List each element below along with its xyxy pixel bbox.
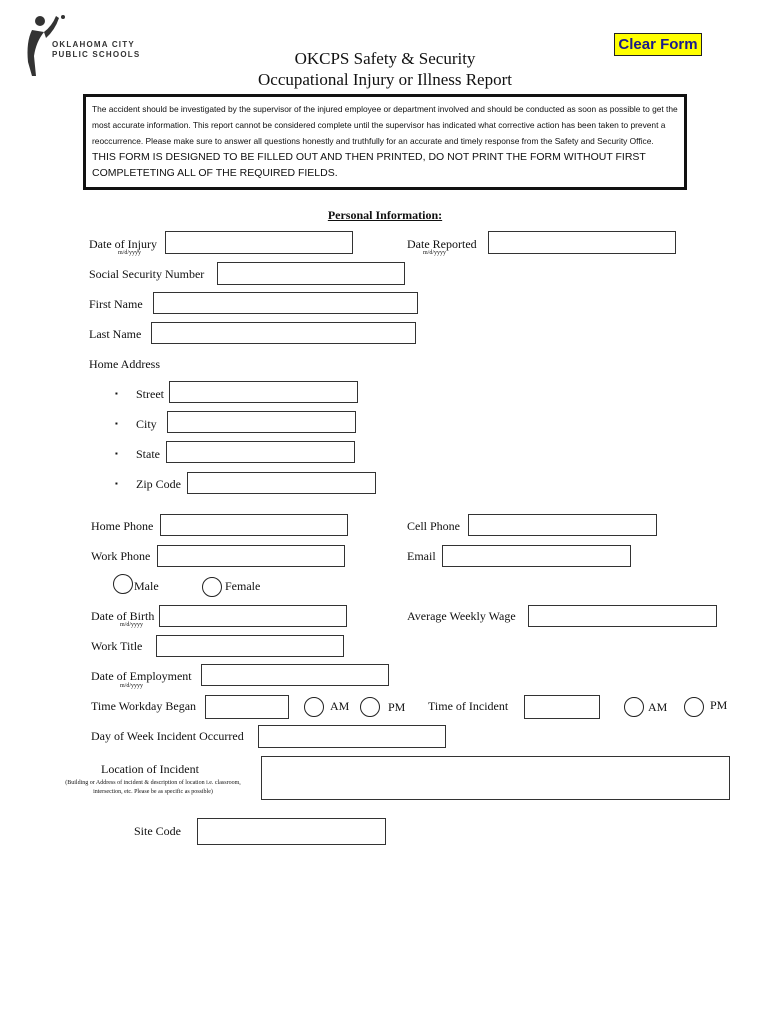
cell-phone-label: Cell Phone — [407, 519, 460, 533]
time-workday-label: Time Workday Began — [91, 699, 197, 713]
state-label: State — [136, 447, 160, 461]
incident-pm-label: PM — [710, 698, 728, 712]
ssn-field[interactable] — [217, 262, 405, 285]
bullet: ▪ — [115, 419, 118, 428]
work-phone-label: Work Phone — [91, 549, 151, 563]
date-reported-hint: m/d/yyyy — [423, 250, 447, 256]
work-title-field[interactable] — [156, 635, 344, 657]
personal-info-heading: Personal Information: — [327, 208, 443, 222]
date-of-injury-hint: m/d/yyyy — [118, 250, 142, 256]
city-field[interactable] — [167, 411, 356, 433]
time-incident-label: Time of Incident — [428, 699, 509, 713]
site-code-field[interactable] — [197, 818, 386, 845]
street-field[interactable] — [169, 381, 358, 403]
dob-label: Date of Birth — [91, 609, 155, 623]
ssn-label: Social Security Number — [89, 267, 205, 281]
zip-label: Zip Code — [136, 477, 181, 491]
female-radio[interactable] — [202, 577, 222, 597]
time-incident-field[interactable] — [524, 695, 600, 719]
day-of-week-field[interactable] — [258, 725, 446, 748]
instructions-caps: THIS FORM IS DESIGNED TO BE FILLED OUT AND THEN PRINTED, DO NOT PRINT THE FORM WITHOUT FIRST COMPLETETING ALL OF THE REQUIRED FIELDS. — [92, 151, 646, 179]
site-code-label: Site Code — [134, 824, 181, 838]
workday-pm-radio[interactable] — [360, 697, 380, 717]
logo-line-2: PUBLIC SCHOOLS — [52, 50, 141, 59]
date-employment-field[interactable] — [201, 664, 389, 686]
incident-am-label: AM — [648, 700, 668, 714]
date-of-injury-field[interactable] — [165, 231, 353, 254]
page-title: OKCPS Safety & Security — [294, 49, 476, 68]
date-employment-hint: m/d/yyyy — [120, 683, 144, 689]
incident-am-radio[interactable] — [624, 697, 644, 717]
home-phone-label: Home Phone — [91, 519, 154, 533]
date-reported-field[interactable] — [488, 231, 676, 254]
date-reported-label: Date Reported — [407, 237, 477, 251]
bullet: ▪ — [115, 449, 118, 458]
work-title-label: Work Title — [91, 639, 143, 653]
instructions-text: The accident should be investigated by the supervisor of the injured employee or department involved and should be conducted as soon as possible to get the most accurate information. This report cannot be considered complete until the supervisor has indicated what corrective action has been taken to prevent a reoccurrence. Please make sure to answer all questions honestly and truthfully for an accurate and timely response from the Safety and Security Office. — [92, 104, 678, 146]
workday-am-radio[interactable] — [304, 697, 324, 717]
email-field[interactable] — [442, 545, 631, 567]
workday-am-label: AM — [330, 699, 350, 713]
time-workday-field[interactable] — [205, 695, 289, 719]
state-field[interactable] — [166, 441, 355, 463]
bullet: ▪ — [115, 389, 118, 398]
home-address-label: Home Address — [89, 357, 160, 371]
dob-hint: m/d/yyyy — [120, 622, 144, 628]
avg-wage-label: Average Weekly Wage — [407, 609, 516, 623]
zip-field[interactable] — [187, 472, 376, 494]
instructions-box — [83, 94, 687, 190]
clear-form-button[interactable]: Clear Form — [614, 33, 702, 56]
last-name-label: Last Name — [89, 327, 142, 341]
bullet: ▪ — [115, 479, 118, 488]
first-name-field[interactable] — [153, 292, 418, 314]
last-name-field[interactable] — [151, 322, 416, 344]
date-of-injury-label: Date of Injury — [89, 237, 157, 251]
logo-line-1: OKLAHOMA CITY — [52, 40, 135, 49]
male-label: Male — [134, 579, 159, 593]
location-field[interactable] — [261, 756, 730, 800]
page-subtitle: Occupational Injury or Illness Report — [258, 70, 512, 89]
date-employment-label: Date of Employment — [91, 669, 192, 683]
street-label: Street — [136, 387, 164, 401]
female-label: Female — [225, 579, 261, 593]
cell-phone-field[interactable] — [468, 514, 657, 536]
work-phone-field[interactable] — [157, 545, 345, 567]
home-phone-field[interactable] — [160, 514, 348, 536]
workday-pm-label: PM — [388, 700, 406, 714]
first-name-label: First Name — [89, 297, 143, 311]
city-label: City — [136, 417, 157, 431]
day-of-week-label: Day of Week Incident Occurred — [91, 729, 244, 743]
avg-wage-field[interactable] — [528, 605, 717, 627]
male-radio[interactable] — [113, 574, 133, 594]
dob-field[interactable] — [159, 605, 347, 627]
incident-pm-radio[interactable] — [684, 697, 704, 717]
location-note: (Building or Address of incident & description of location i.e. classroom, intersection, etc. Please be as specific as possible) — [65, 780, 241, 795]
email-label: Email — [407, 549, 436, 563]
location-label: Location of Incident — [101, 762, 199, 776]
